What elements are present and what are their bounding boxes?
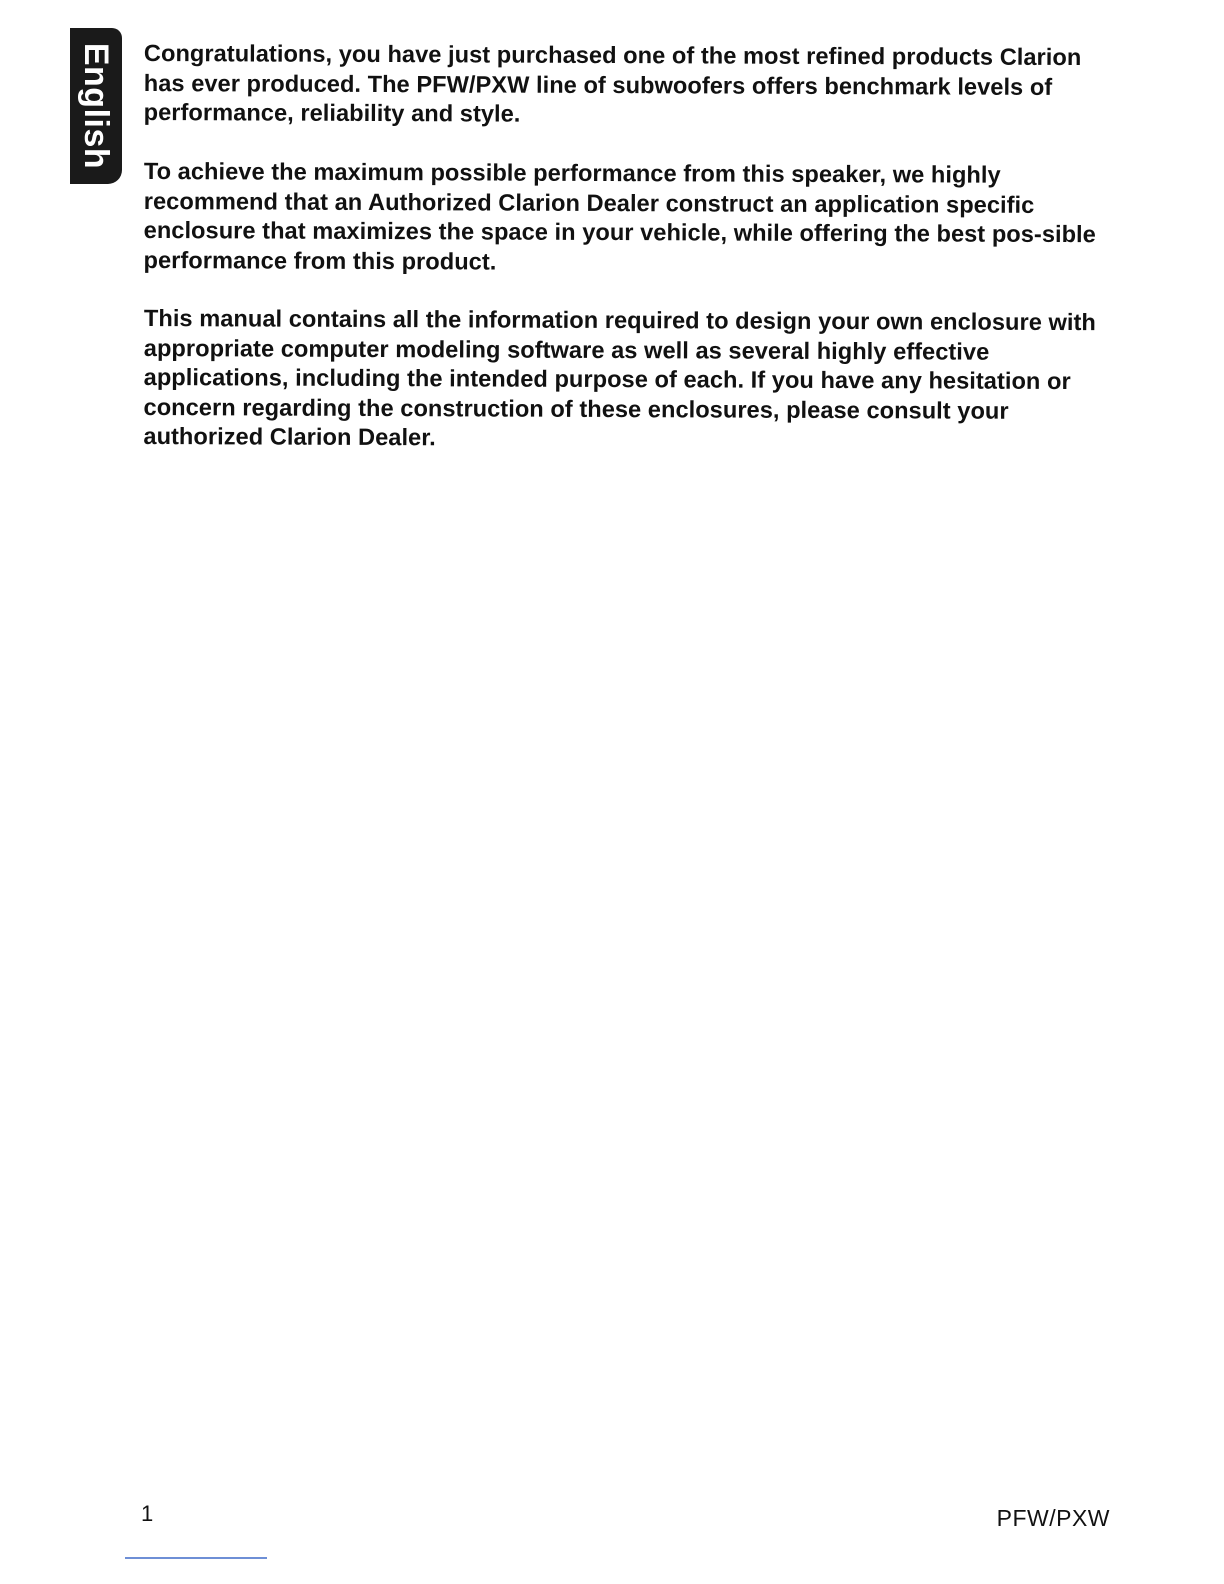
page-number: 1 — [141, 1501, 154, 1526]
manual-contents-paragraph: This manual contains all the information required to design your own enclosure with appropriate computer modeling software as well as several highly effective applications, including the intended purpose of each. If you have any hesitation or concern regarding the construction of these enclosures, please consult your authorized Clarion Dealer. — [143, 306, 1096, 452]
footer-rule — [125, 1557, 267, 1559]
model-name: PFW/PXW — [996, 1505, 1110, 1531]
language-tab-label: English — [77, 42, 115, 170]
body-text — [144, 40, 1104, 482]
recommendation-paragraph: To achieve the maximum possible performance from this speaker, we highly recommend that an Authorized Clarion Dealer construct an application specific enclosure that maximizes the space in your vehicle, while offering the best pos-sible performance from this product. — [143, 158, 1096, 276]
language-tab — [70, 28, 122, 184]
intro-paragraph: Congratulations, you have just purchased one of the most refined products Clarion has ever produced. The PFW/PXW line of subwoofers offers benchmark levels of performance, reliability and style. — [143, 40, 1082, 128]
